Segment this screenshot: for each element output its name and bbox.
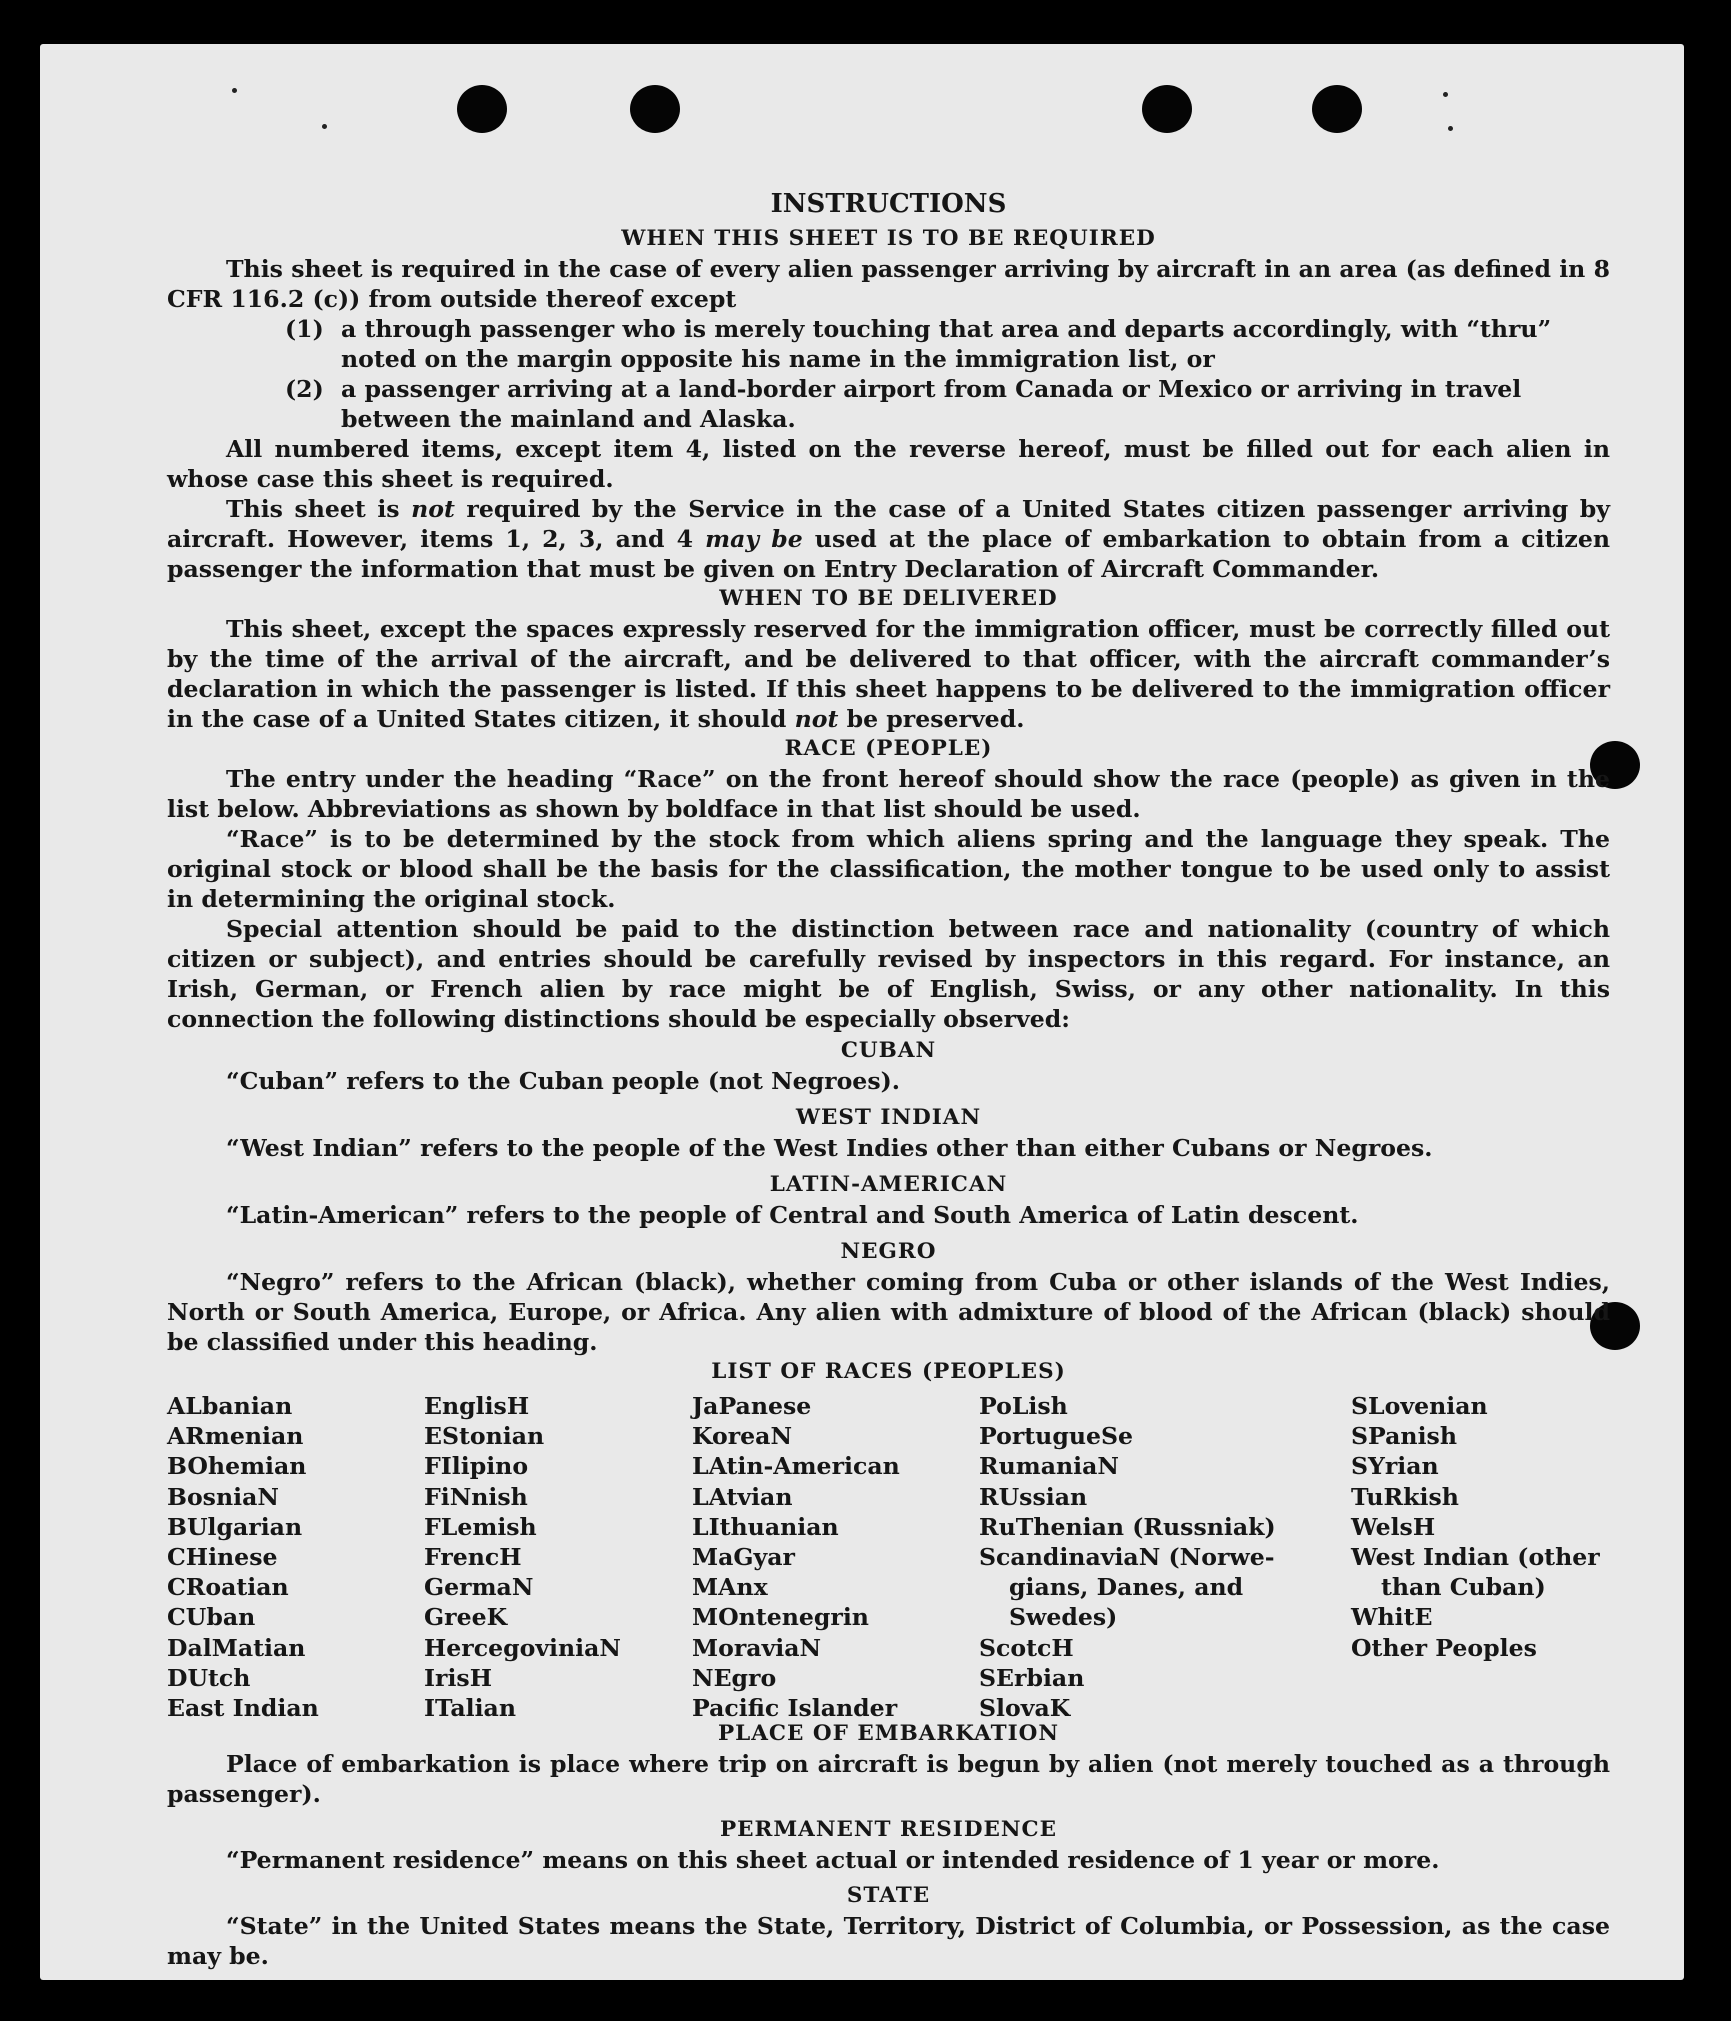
section-heading-state: STATE (846, 1883, 931, 1908)
race-item: IrisH (424, 1663, 493, 1692)
race-item: ITalian (424, 1694, 516, 1723)
race-item: GreeK (424, 1603, 508, 1632)
citizen-paragraph: This sheet is not required by the Service in the case of a United States citizen passenger arriving by aircraft. However, items 1, 2, 3, and 4 may be used at the place of embarkation to obtain from a citizen passenger the information that must be given on Entry Declaration of Aircraft Commander. (167, 495, 1610, 583)
document-page (40, 44, 1684, 1980)
race-item: EnglisH (424, 1392, 530, 1420)
numbered-items-paragraph: All numbered items, except item 4, listed on the reverse hereof, must be filled out for each alien in whose case this sheet is required. (167, 435, 1610, 493)
races-column-3 (692, 1391, 900, 1723)
section-heading-when-required: WHEN THIS SHEET IS TO BE REQUIRED (621, 226, 1156, 251)
race-item: DUtch (167, 1663, 251, 1692)
race-item: GermaN (424, 1573, 534, 1602)
state-text: “State” in the United States means the State, Territory, District of Columbia, or Possession, as the case may be. (167, 1912, 1610, 1970)
race-item: TuRkish (1351, 1482, 1459, 1511)
race-item: BosniaN (167, 1482, 279, 1511)
exception-text: a through passenger who is merely touching that area and departs accordingly, with “thru” noted on the margin opposite his name in the immigration list, or (341, 315, 1552, 373)
punch-hole (1142, 85, 1192, 133)
punch-hole (630, 85, 680, 133)
race-item: KoreaN (692, 1422, 793, 1451)
race-item-continued: Swedes) (1009, 1603, 1118, 1632)
race-item: SLovenian (1351, 1392, 1488, 1420)
exception-item (167, 314, 1610, 374)
race-item: WelsH (1351, 1512, 1436, 1541)
race-item: FIlipino (424, 1452, 529, 1481)
section-heading-latin-american: LATIN-AMERICAN (769, 1172, 1008, 1197)
section-heading-race: RACE (PEOPLE) (784, 736, 993, 761)
section-heading-residence: PERMANENT RESIDENCE (719, 1817, 1058, 1842)
race-item: CRoatian (167, 1573, 289, 1602)
race-item: Pacific Islander (692, 1694, 898, 1723)
dust-speck (322, 124, 327, 129)
race-item: MOntenegrin (692, 1603, 869, 1632)
section-heading-list-of-races: LIST OF RACES (PEOPLES) (711, 1359, 1066, 1384)
race-item: FrencH (424, 1543, 522, 1572)
section-heading-west-indian: WEST INDIAN (795, 1105, 982, 1130)
race-item: MoraviaN (692, 1633, 822, 1662)
race-item: BUlgarian (167, 1512, 303, 1541)
races-list (167, 1391, 1610, 1723)
race-item: CUban (167, 1603, 256, 1632)
race-item: RumaniaN (979, 1452, 1119, 1481)
race-item-continued: gians, Danes, and (1009, 1573, 1244, 1602)
races-column-5 (1351, 1391, 1600, 1663)
instructions-content (167, 187, 1610, 1971)
race-item: PoLish (979, 1392, 1068, 1420)
race-item: FLemish (424, 1512, 537, 1541)
race-item: LIthuanian (692, 1512, 839, 1541)
race-item: LAtin-American (692, 1452, 900, 1481)
race-item: SYrian (1351, 1452, 1439, 1481)
race-item: NEgro (692, 1663, 777, 1692)
section-heading-when-delivered: WHEN TO BE DELIVERED (719, 586, 1058, 611)
exception-item (167, 374, 1610, 434)
race-paragraph-2: “Race” is to be determined by the stock from which aliens spring and the language they speak. The original stock or blood shall be the basis for the classification, the mother tongue to be used only to assist in determining the original stock. (167, 825, 1610, 913)
race-item: SPanish (1351, 1422, 1457, 1451)
west-indian-text: “West Indian” refers to the people of the West Indies other than either Cubans or Negroes. (226, 1134, 1433, 1162)
cuban-text: “Cuban” refers to the Cuban people (not Negroes). (226, 1067, 900, 1095)
race-item: RUssian (979, 1482, 1088, 1511)
punch-hole (457, 85, 507, 133)
exception-text: a passenger arriving at a land-border airport from Canada or Mexico or arriving in travel between the mainland and Alaska. (341, 375, 1522, 433)
race-item: SlovaK (979, 1694, 1071, 1723)
page-title: INSTRUCTIONS (770, 189, 1007, 219)
race-item: LAtvian (692, 1482, 793, 1511)
races-column-1 (167, 1391, 319, 1723)
dust-speck (1443, 92, 1448, 97)
section-heading-negro: NEGRO (840, 1239, 937, 1264)
race-item: MaGyar (692, 1543, 795, 1572)
required-intro: This sheet is required in the case of every alien passenger arriving by aircraft in an area (as defined in 8 CFR 116.2 (c)) from outside thereof except (167, 255, 1610, 313)
race-item: DalMatian (167, 1633, 306, 1662)
exception-number: (1) (285, 315, 324, 343)
race-item: CHinese (167, 1543, 278, 1572)
race-item: EStonian (424, 1422, 545, 1451)
section-heading-embarkation: PLACE OF EMBARKATION (717, 1721, 1060, 1746)
race-item: WhitE (1351, 1603, 1433, 1632)
race-item: JaPanese (692, 1392, 812, 1420)
race-item: ARmenian (167, 1422, 304, 1451)
race-item-continued: than Cuban) (1381, 1573, 1546, 1602)
race-paragraph-1: The entry under the heading “Race” on the front hereof should show the race (people) as given in the list below. Abbreviations as shown by boldface in that list should be used. (167, 765, 1610, 823)
race-item: West Indian (other (1351, 1543, 1600, 1572)
race-item: ScandinaviaN (Norwe- (979, 1543, 1275, 1572)
race-paragraph-3: Special attention should be paid to the distinction between race and nationality (country of which citizen or subject), and entries should be carefully revised by inspectors in this regard. For instance, an Irish, German, or French alien by race might be of English, Swiss, or any other nationality. In this connection the following distinctions should be especially observed: (167, 915, 1610, 1033)
delivered-paragraph: This sheet, except the spaces expressly reserved for the immigration officer, must be correctly filled out by the time of the arrival of the aircraft, and be delivered to that officer, with the aircraft commander’s declaration in which the passenger is listed. If this sheet happens to be delivered to the immigration officer in the case of a United States citizen, it should not be preserved. (167, 615, 1610, 733)
punch-hole (1312, 85, 1362, 133)
race-item: BOhemian (167, 1452, 307, 1481)
race-item: PortugueSe (979, 1422, 1134, 1451)
races-column-2 (424, 1391, 621, 1723)
embarkation-text: Place of embarkation is place where trip on aircraft is begun by alien (not merely touched as a through passenger). (167, 1750, 1610, 1808)
section-heading-cuban: CUBAN (840, 1038, 937, 1063)
race-item: MAnx (692, 1573, 768, 1602)
negro-text: “Negro” refers to the African (black), whether coming from Cuba or other islands of the West Indies, North or South America, Europe, or Africa. Any alien with admixture of blood of the African (black) should be classified under this heading. (167, 1268, 1610, 1356)
residence-text: “Permanent residence” means on this sheet actual or intended residence of 1 year or more. (226, 1846, 1440, 1874)
races-column-4 (979, 1391, 1276, 1723)
race-item: ScotcH (979, 1633, 1074, 1662)
race-item: FiNnish (424, 1482, 528, 1511)
latin-american-text: “Latin-American” refers to the people of Central and South America of Latin descent. (226, 1201, 1359, 1229)
race-item: RuThenian (Russniak) (979, 1512, 1276, 1541)
dust-speck (1448, 126, 1453, 131)
race-item: Other Peoples (1351, 1633, 1537, 1662)
race-item: East Indian (167, 1694, 319, 1723)
exception-number: (2) (285, 375, 324, 403)
dust-speck (232, 88, 237, 93)
race-item: ALbanian (167, 1392, 293, 1420)
race-item: SErbian (979, 1663, 1085, 1692)
race-item: HercegoviniaN (424, 1633, 621, 1662)
